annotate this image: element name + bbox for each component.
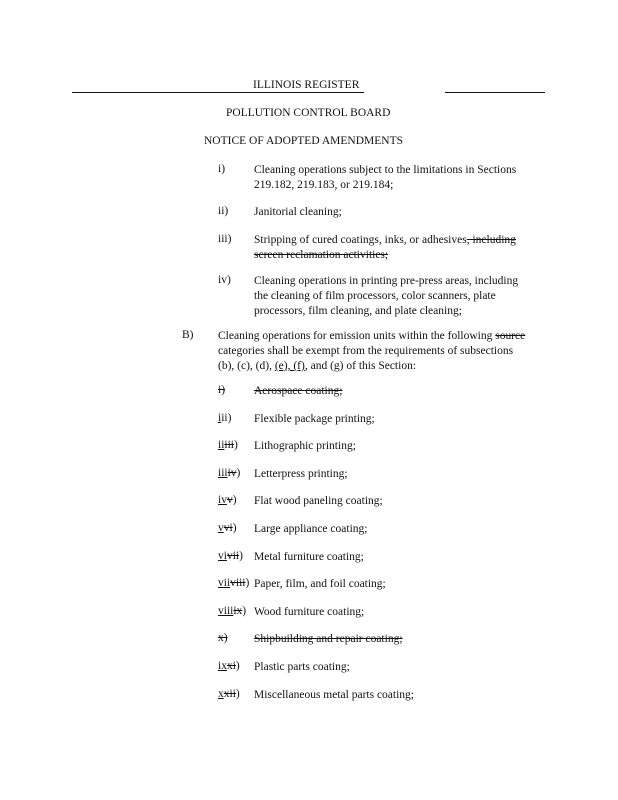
item-b-number: vvi) <box>218 522 237 534</box>
item-b-text: Lithographic printing; <box>254 440 356 452</box>
deleted-text: screen reclamation activities; <box>254 249 389 261</box>
header-rule-right <box>445 92 545 93</box>
item-b-text: Flexible package printing; <box>254 413 375 425</box>
item-b-text: Aerospace coating; <box>254 385 343 397</box>
item-a-iii-text: Stripping of cured coatings, inks, or adhesives, including screen reclamation activities; <box>254 234 516 261</box>
header-rule-left <box>72 92 364 93</box>
item-b-number: ixxi) <box>218 660 240 672</box>
item-b-text: Large appliance coating; <box>254 523 368 535</box>
item-b-number: x) <box>218 632 228 644</box>
item-b-text: Shipbuilding and repair coating; <box>254 633 403 645</box>
item-b-number: i) <box>218 384 226 396</box>
item-a-ii-text: Janitorial cleaning; <box>254 206 342 218</box>
item-b-text: Letterpress printing; <box>254 468 348 480</box>
notice-title: NOTICE OF ADOPTED AMENDMENTS <box>204 135 404 147</box>
item-b-number: xxii) <box>218 688 240 700</box>
item-b-text: Flat wood paneling coating; <box>254 495 383 507</box>
item-b-number: viiiix) <box>218 605 247 617</box>
item-b-text: Metal furniture coating; <box>254 551 364 563</box>
board-name: POLLUTION CONTROL BOARD <box>226 107 391 119</box>
item-b-number: iiiii) <box>218 439 238 451</box>
section-b-text: Cleaning operations for emission units within the following source categories shall be exempt from the requirements of subsections (b), (c), (d), (e), (f), and (g) of this Section: <box>218 330 526 372</box>
item-b-text: Wood furniture coating; <box>254 606 365 618</box>
item-b-number: iiiiv) <box>218 467 241 479</box>
item-b-number: ivv) <box>218 494 237 506</box>
deleted-text: , including <box>466 234 516 246</box>
item-a-iv-text: Cleaning operations in printing pre-press areas, including the cleaning of film processors, color scanners, plate processors, film cleaning, and plate cleaning; <box>254 275 519 317</box>
register-title: ILLINOIS REGISTER <box>253 79 360 91</box>
item-a-iii-number: iii) <box>218 233 232 245</box>
item-a-i-text: Cleaning operations subject to the limitations in Sections 219.182, 219.183, or 219.184; <box>254 164 517 191</box>
item-b-number: vivii) <box>218 550 243 562</box>
item-b-number: iii) <box>218 412 232 424</box>
section-b-number: B) <box>182 329 194 341</box>
item-b-text: Miscellaneous metal parts coating; <box>254 689 414 701</box>
item-b-text: Paper, film, and foil coating; <box>254 578 386 590</box>
item-a-ii-number: ii) <box>218 205 229 217</box>
item-b-number: viiviii) <box>218 577 250 589</box>
item-a-i-number: i) <box>218 163 226 175</box>
item-b-text: Plastic parts coating; <box>254 661 350 673</box>
item-a-iv-number: iv) <box>218 274 231 286</box>
